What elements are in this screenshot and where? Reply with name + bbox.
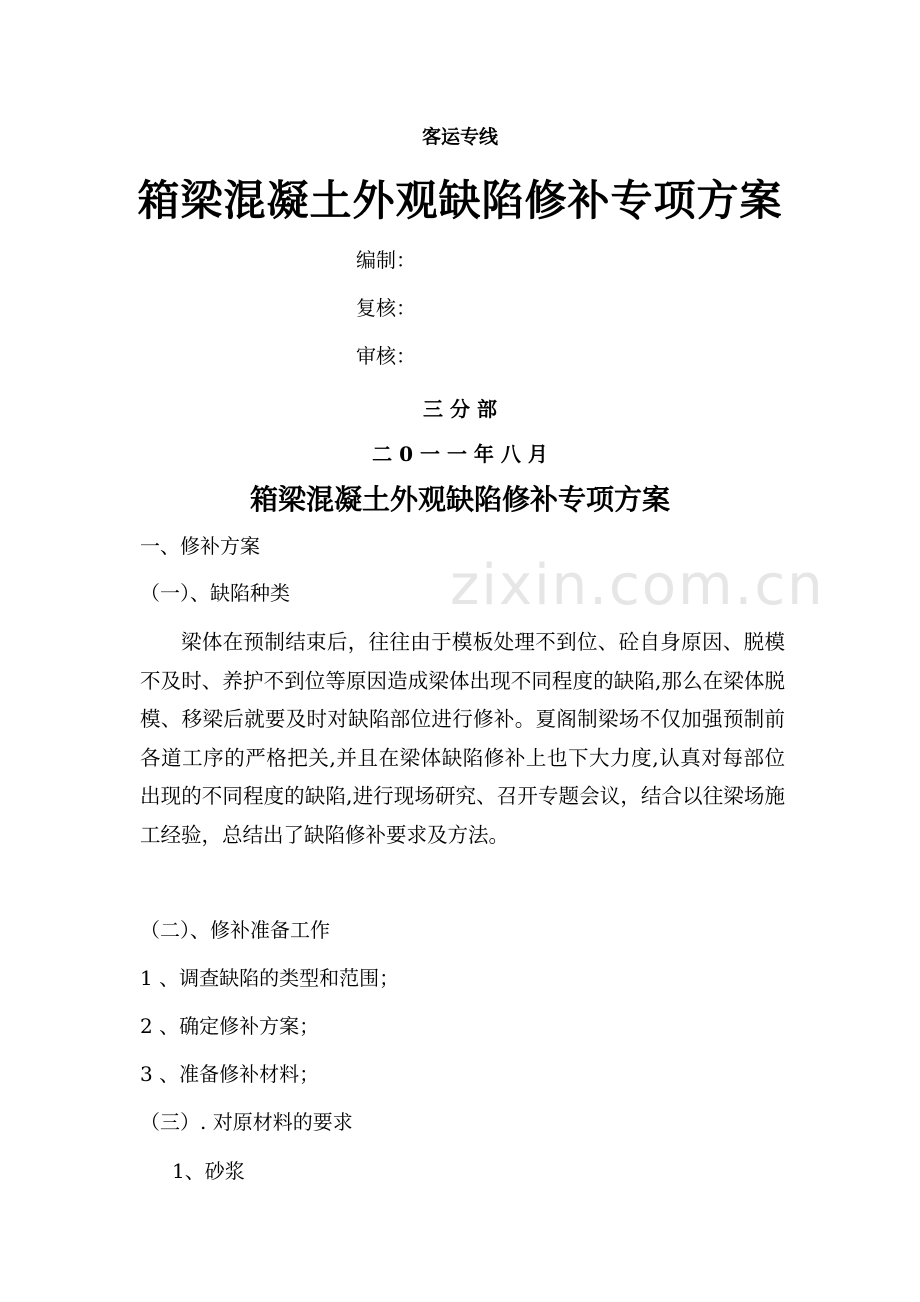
section-heading-1: 一、修补方案	[140, 534, 260, 558]
subsection-heading-3: （三）. 对原材料的要求	[140, 1110, 353, 1134]
watermark: zixin.com.cn	[450, 553, 825, 618]
list-item: 3 、准备修补材料；	[140, 1062, 320, 1086]
list-item: 2 、确定修补方案；	[140, 1014, 320, 1038]
body-title: 箱梁混凝土外观缺陷修补专项方案	[249, 483, 670, 516]
subsection-heading-2: （二）、修补准备工作	[140, 918, 330, 942]
review-label: 复核：	[356, 296, 416, 320]
subsection-heading-1: （一）、缺陷种类	[140, 581, 290, 605]
compile-label: 编制：	[356, 248, 416, 272]
date: 二 0 一 一 年 八 月	[372, 442, 548, 466]
list-item-mortar: 1、砂浆	[172, 1159, 245, 1183]
audit-label: 审核：	[356, 344, 416, 368]
list-item: 1 、调查缺陷的类型和范围；	[140, 966, 400, 990]
department: 三 分 部	[423, 397, 497, 421]
cover-subtitle: 客运专线	[421, 126, 498, 148]
paragraph-defect-types: 梁体在预制结束后，往往由于模板处理不到位、砼自身原因、脱模不及时、养护不到位等原因造成梁体出现不同程度的缺陷,那么在梁体脱模、移梁后就要及时对缺陷部位进行修补。夏阁制梁场不仅加强预制前各道工序的严格把关,并且在梁体缺陷修补上也下大力度,认真对每部位出现的不同程度的缺陷,进行现场研究、召开专题会议，结合以往梁场施工经验，总结出了缺陷修补要求及方法。	[140, 630, 785, 847]
cover-title: 箱梁混凝土外观缺陷修补专项方案	[137, 176, 783, 225]
